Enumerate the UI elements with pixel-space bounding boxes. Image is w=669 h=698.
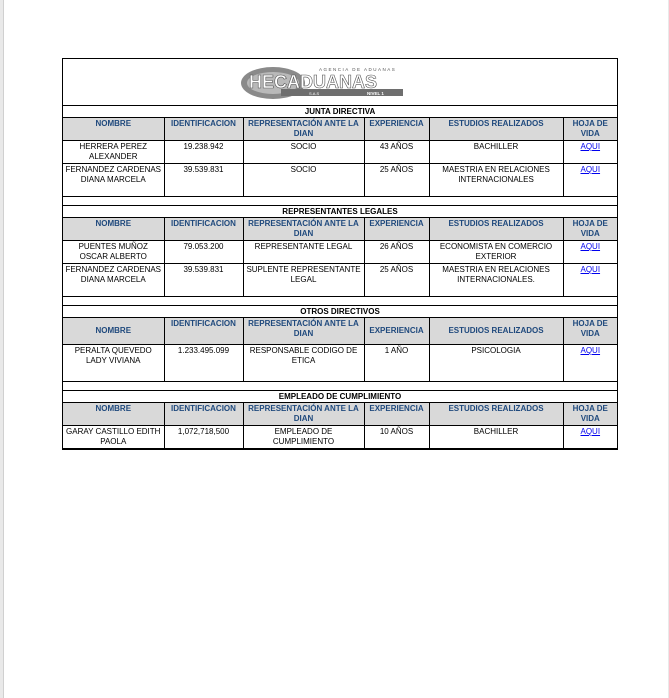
hoja-de-vida-link[interactable]: AQUI — [580, 346, 601, 355]
table-row — [63, 426, 617, 449]
representacion-cell: RESPONSABLE CODIGO DE ETICA — [243, 345, 364, 382]
table-row — [63, 264, 617, 297]
spacer-cell — [63, 382, 617, 391]
header-hoja-de-vida: HOJA DE VIDA — [563, 318, 617, 345]
header-estudios: ESTUDIOS REALIZADOS — [429, 218, 563, 241]
section-title: OTROS DIRECTIVOS — [63, 306, 617, 318]
nombre-cell: HERRERA PEREZ ALEXANDER — [63, 141, 164, 164]
hoja-de-vida-cell — [563, 241, 617, 264]
hoja-de-vida-link[interactable]: AQUI — [580, 427, 601, 436]
identificacion-cell: 39.539.831 — [164, 164, 243, 197]
header-identificacion: IDENTIFICACION — [164, 403, 243, 426]
estudios-cell: MAESTRIA EN RELACIONES INTERNACIONALES. — [429, 264, 563, 297]
hoja-de-vida-cell — [563, 141, 617, 164]
section-title-row — [63, 206, 617, 218]
hoja-de-vida-cell — [563, 345, 617, 382]
section-title: JUNTA DIRECTIVA — [63, 106, 617, 118]
nombre-cell: FERNANDEZ CARDENAS DIANA MARCELA — [63, 164, 164, 197]
header-nombre: NOMBRE — [63, 318, 164, 345]
nombre-cell: GARAY CASTILLO EDITH PAOLA — [63, 426, 164, 449]
header-experiencia: EXPERIENCIA — [364, 318, 429, 345]
table-row — [63, 345, 617, 382]
table-row — [63, 164, 617, 197]
document-page — [3, 0, 668, 698]
experiencia-cell: 25 AÑOS — [364, 264, 429, 297]
estudios-cell: PSICOLOGIA — [429, 345, 563, 382]
header-representacion: REPRESENTACIÓN ANTE LA DIAN — [243, 118, 364, 141]
table-row — [63, 241, 617, 264]
representacion-cell: SUPLENTE REPRESENTANTE LEGAL — [243, 264, 364, 297]
hoja-de-vida-cell — [563, 426, 617, 449]
header-representacion: REPRESENTACIÓN ANTE LA DIAN — [243, 218, 364, 241]
header-experiencia: EXPERIENCIA — [364, 118, 429, 141]
nombre-cell: PUENTES MUÑOZ OSCAR ALBERTO — [63, 241, 164, 264]
logo-row — [63, 59, 617, 106]
header-estudios: ESTUDIOS REALIZADOS — [429, 118, 563, 141]
officers-table — [63, 106, 617, 449]
column-header-row — [63, 403, 617, 426]
section-spacer — [63, 297, 617, 306]
estudios-cell: ECONOMISTA EN COMERCIO EXTERIOR — [429, 241, 563, 264]
identificacion-cell: 39.539.831 — [164, 264, 243, 297]
section-title-row — [63, 391, 617, 403]
spacer-cell — [63, 197, 617, 206]
experiencia-cell: 26 AÑOS — [364, 241, 429, 264]
nombre-cell: FERNANDEZ CARDENAS DIANA MARCELA — [63, 264, 164, 297]
representacion-cell: SOCIO — [243, 141, 364, 164]
header-hoja-de-vida: HOJA DE VIDA — [563, 218, 617, 241]
column-header-row — [63, 118, 617, 141]
section-spacer — [63, 197, 617, 206]
section-title-row — [63, 306, 617, 318]
hoja-de-vida-link[interactable]: AQUI — [580, 165, 601, 174]
experiencia-cell: 25 AÑOS — [364, 164, 429, 197]
header-hoja-de-vida: HOJA DE VIDA — [563, 403, 617, 426]
header-identificacion: IDENTIFICACION — [164, 118, 243, 141]
header-nombre: NOMBRE — [63, 118, 164, 141]
logo-top-text: AGENCIA DE ADUANAS — [319, 67, 397, 72]
header-estudios: ESTUDIOS REALIZADOS — [429, 403, 563, 426]
representacion-cell: EMPLEADO DE CUMPLIMIENTO — [243, 426, 364, 449]
section-title: REPRESENTANTES LEGALES — [63, 206, 617, 218]
header-experiencia: EXPERIENCIA — [364, 218, 429, 241]
section-title-row — [63, 106, 617, 118]
hoja-de-vida-link[interactable]: AQUI — [580, 242, 601, 251]
column-header-row — [63, 318, 617, 345]
representacion-cell: REPRESENTANTE LEGAL — [243, 241, 364, 264]
header-estudios: ESTUDIOS REALIZADOS — [429, 318, 563, 345]
logo-main-text: HECADUANAS — [249, 72, 378, 92]
experiencia-cell: 10 AÑOS — [364, 426, 429, 449]
identificacion-cell: 79.053.200 — [164, 241, 243, 264]
identificacion-cell: 1,072,718,500 — [164, 426, 243, 449]
header-representacion: REPRESENTACIÓN ANTE LA DIAN — [243, 318, 364, 345]
hoja-de-vida-cell — [563, 264, 617, 297]
section-spacer — [63, 382, 617, 391]
table-row — [63, 141, 617, 164]
hecaduanas-logo — [239, 65, 411, 101]
identificacion-cell: 19.238.942 — [164, 141, 243, 164]
column-header-row — [63, 218, 617, 241]
hoja-de-vida-cell — [563, 164, 617, 197]
logo-badge: NIVEL 1 — [367, 91, 384, 96]
header-nombre: NOMBRE — [63, 403, 164, 426]
experiencia-cell: 1 AÑO — [364, 345, 429, 382]
logo-sub-text: S.A.S — [309, 91, 320, 96]
header-identificacion: IDENTIFICACION — [164, 218, 243, 241]
estudios-cell: BACHILLER — [429, 141, 563, 164]
experiencia-cell: 43 AÑOS — [364, 141, 429, 164]
header-identificacion: IDENTIFICACION — [164, 318, 243, 345]
representacion-cell: SOCIO — [243, 164, 364, 197]
header-nombre: NOMBRE — [63, 218, 164, 241]
section-title: EMPLEADO DE CUMPLIMIENTO — [63, 391, 617, 403]
hoja-de-vida-link[interactable]: AQUI — [580, 265, 601, 274]
spacer-cell — [63, 297, 617, 306]
hoja-de-vida-link[interactable]: AQUI — [580, 142, 601, 151]
header-hoja-de-vida: HOJA DE VIDA — [563, 118, 617, 141]
nombre-cell: PERALTA QUEVEDO LADY VIVIANA — [63, 345, 164, 382]
header-experiencia: EXPERIENCIA — [364, 403, 429, 426]
estudios-cell: BACHILLER — [429, 426, 563, 449]
estudios-cell: MAESTRIA EN RELACIONES INTERNACIONALES — [429, 164, 563, 197]
header-representacion: REPRESENTACIÓN ANTE LA DIAN — [243, 403, 364, 426]
officers-document — [62, 58, 618, 450]
identificacion-cell: 1.233.495.099 — [164, 345, 243, 382]
